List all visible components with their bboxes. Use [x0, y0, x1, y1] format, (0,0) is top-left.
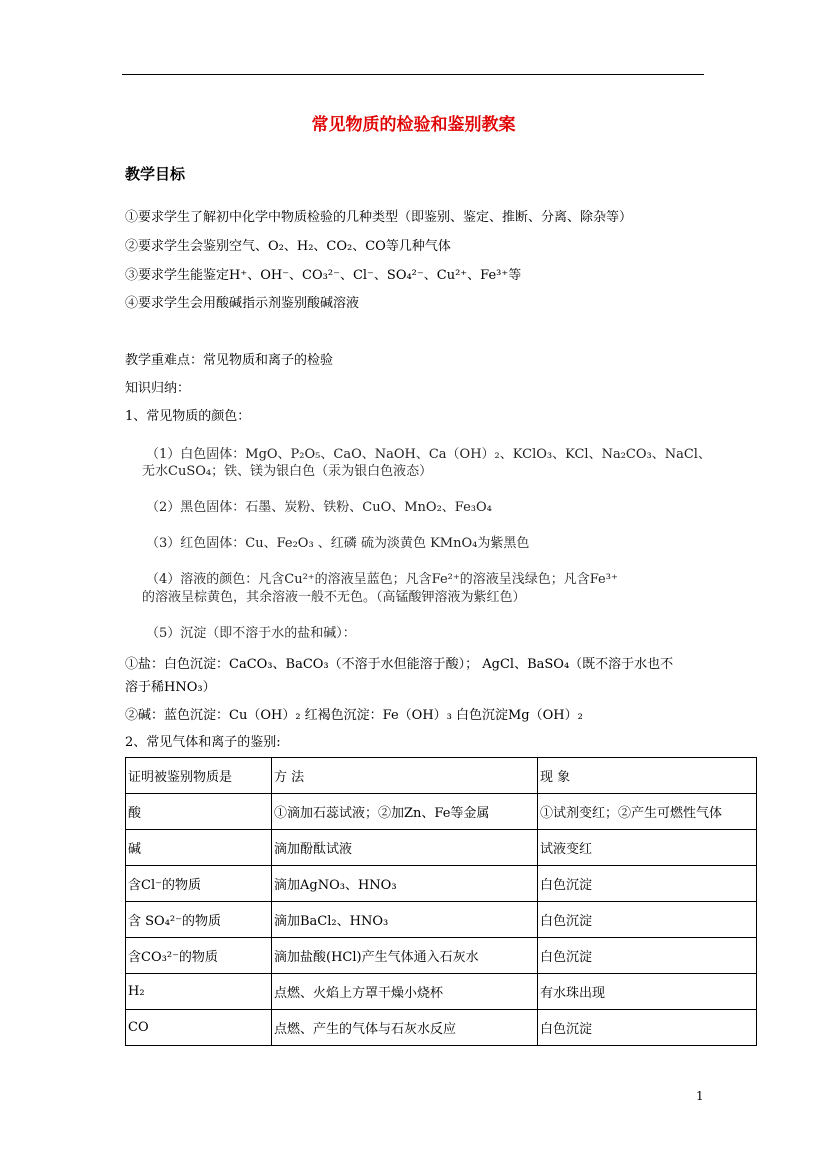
goal-item: ②要求学生会鉴别空气、O₂、H₂、CO₂、CO等几种气体: [125, 239, 451, 254]
table-cell: 白色沉淀: [538, 902, 757, 938]
solution-colors-line: （4）溶液的颜色：凡含Cu²⁺的溶液呈蓝色；凡含Fe²⁺的溶液呈浅绿色；凡含Fe³⁺: [146, 572, 618, 587]
table-cell: 滴加BaCl₂、HNO₃: [272, 902, 538, 938]
table-cell: CO: [126, 1010, 272, 1046]
table-row: [126, 938, 757, 974]
table-header-cell: 现 象: [538, 758, 757, 794]
solution-colors-line: 的溶液呈棕黄色，其余溶液一般不无色。（高锰酸钾溶液为紫红色）: [142, 590, 526, 605]
white-solids-line: （1）白色固体：MgO、P₂O₅、CaO、NaOH、Ca（OH）₂、KClO₃、KCl、Na₂CO₃、NaCl、: [146, 447, 711, 462]
table-row: [126, 974, 757, 1010]
table-cell: ①滴加石蕊试液；②加Zn、Fe等金属: [272, 794, 538, 830]
table-cell: 含Cl⁻的物质: [126, 866, 272, 902]
salt-line: 溶于稀HNO₃）: [125, 680, 216, 695]
table-row: [126, 794, 757, 830]
table-cell: 白色沉淀: [538, 938, 757, 974]
table-cell: 碱: [126, 830, 272, 866]
table-cell: 有水珠出现: [538, 974, 757, 1010]
table-row: [126, 830, 757, 866]
table-cell: 试液变红: [538, 830, 757, 866]
table-cell: 点燃、火焰上方罩干燥小烧杯: [272, 974, 538, 1010]
document-title: 常见物质的检验和鉴别教案: [311, 115, 516, 135]
table-cell: 含CO₃²⁻的物质: [126, 938, 272, 974]
identification-table: [125, 757, 757, 1046]
white-solids-line: 无水CuSO₄；铁、镁为银白色（汞为银白色液态）: [142, 464, 433, 479]
header-rule: [122, 74, 704, 75]
table-header-row: [126, 758, 757, 794]
goals-heading: 教学目标: [125, 165, 186, 183]
table-cell: 含 SO₄²⁻的物质: [126, 902, 272, 938]
table-cell: 白色沉淀: [538, 1010, 757, 1046]
table-header-cell: 证明被鉴别物质是: [126, 758, 272, 794]
goal-item: ④要求学生会用酸碱指示剂鉴别酸碱溶液: [125, 296, 360, 311]
table-cell: 滴加盐酸(HCl)产生气体通入石灰水: [272, 938, 538, 974]
black-solids-line: （2）黑色固体：石墨、炭粉、铁粉、CuO、MnO₂、Fe₃O₄: [146, 500, 492, 515]
table-cell: H₂: [126, 974, 272, 1010]
salt-line: ①盐：白色沉淀：CaCO₃、BaCO₃（不溶于水但能溶于酸）； AgCl、BaSO₄（既不溶于水也不: [125, 657, 674, 672]
table-cell: 白色沉淀: [538, 866, 757, 902]
precipitate-line: （5）沉淀（即不溶于水的盐和碱）：: [146, 626, 356, 641]
table-cell: 滴加AgNO₃、HNO₃: [272, 866, 538, 902]
table-row: [126, 866, 757, 902]
summary-label: 知识归纳：: [125, 381, 191, 396]
base-line: ②碱：蓝色沉淀：Cu（OH）₂ 红褐色沉淀：Fe（OH）₃ 白色沉淀Mg（OH）₂: [125, 708, 583, 723]
table-row: [126, 902, 757, 938]
key-points: 教学重难点：常见物质和离子的检验: [125, 353, 334, 368]
goal-item: ①要求学生了解初中化学中物质检验的几种类型（即鉴别、鉴定、推断、分离、除杂等）: [125, 210, 633, 225]
section-heading: 1、常见物质的颜色：: [125, 409, 251, 424]
red-solids-line: （3）红色固体：Cu、Fe₂O₃ 、红磷 硫为淡黄色 KMnO₄为紫黑色: [146, 536, 530, 551]
table-cell: ①试剂变红；②产生可燃性气体: [538, 794, 757, 830]
page-number: 1: [696, 1089, 704, 1103]
table-cell: 滴加酚酞试液: [272, 830, 538, 866]
table-row: [126, 1010, 757, 1046]
goal-item: ③要求学生能鉴定H⁺、OH⁻、CO₃²⁻、Cl⁻、SO₄²⁻、Cu²⁺、Fe³⁺等: [125, 268, 522, 283]
table-cell: 点燃、产生的气体与石灰水反应: [272, 1010, 538, 1046]
section-heading: 2、常见气体和离子的鉴别:: [125, 735, 281, 750]
table-cell: 酸: [126, 794, 272, 830]
table-header-cell: 方 法: [272, 758, 538, 794]
